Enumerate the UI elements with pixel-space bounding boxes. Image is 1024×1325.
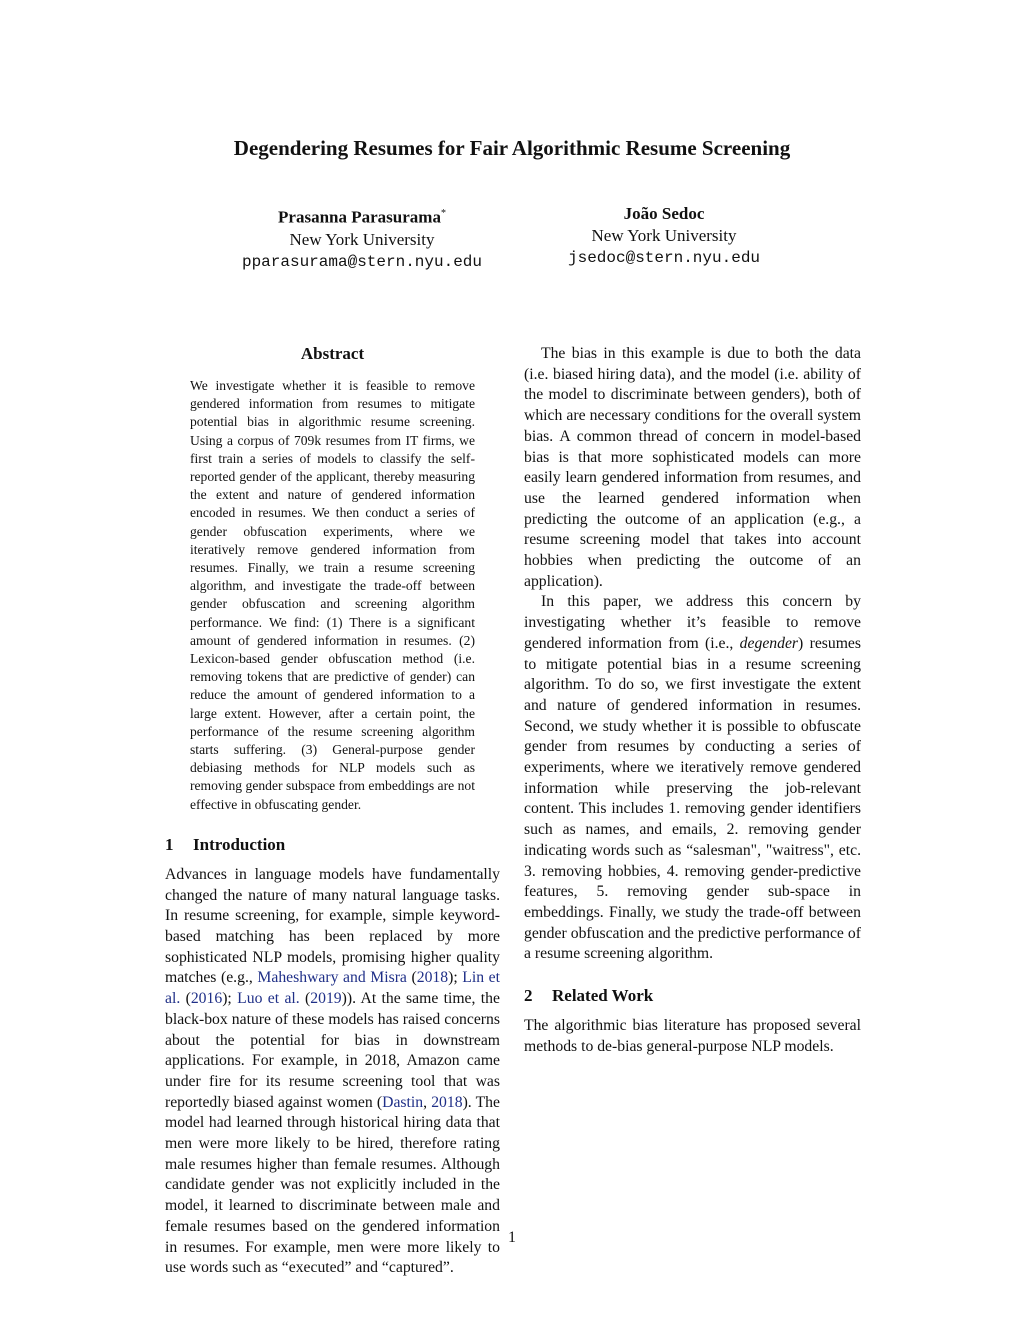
section-heading-introduction [165, 835, 500, 855]
author-name-text: João Sedoc [623, 204, 705, 223]
text-run: )). At the same time, the black-box nature of these models has raised concerns about the potential for bias in downstream applications. For example, in 2018, Amazon came under fire for its resume screening tool that was reportedly biased against women ( [165, 990, 500, 1111]
text-run: Advances in language models have fundamentally changed the nature of many natural language tasks. In resume screening, for example, simple keyword-based matching has been replaced by more sophisticated NLP models, promising higher quality matches (e.g., [165, 865, 500, 987]
section-title: Related Work [552, 986, 654, 1006]
citation-link[interactable]: 2016 [190, 990, 223, 1008]
citation-link[interactable]: Maheshwary and Misra [257, 969, 407, 987]
text-run: ); [448, 969, 463, 987]
citation-link[interactable]: Luo et al. [237, 990, 300, 1008]
page-number: 1 [508, 1229, 516, 1246]
author-block-1 [212, 203, 512, 273]
related-paragraph-1: The algorithmic bias literature has proposed several methods to de-bias general-purpose NLP models. [524, 1017, 861, 1055]
text-run: ( [406, 969, 417, 987]
author-name [514, 203, 814, 225]
text-run: In this paper, we address this concern by investigating whether it’s feasible to remove gendered information from (i.e., [524, 593, 861, 652]
author-email: pparasurama@stern.nyu.edu [241, 252, 483, 271]
left-column [165, 344, 500, 1279]
intro-paragraph-1-start [165, 865, 500, 1279]
citation-link[interactable]: 2019 [310, 990, 342, 1008]
section-title: Introduction [193, 834, 286, 854]
section-heading-related-work [524, 986, 861, 1006]
citation-link[interactable]: Dastin [382, 1093, 424, 1111]
text-run: ( [299, 990, 311, 1008]
text-run: ). The model had learned through historical hiring data that men were more likely to be hired, therefore rating male resumes higher than female resumes. Although candidate gender was not explicitly included in the model, it learned to discriminate between male and female resumes based on the gendered information in resumes. For example, men were more likely to use words such as “executed” and “captured”. [165, 1093, 500, 1277]
intro-paragraph-3 [524, 592, 861, 965]
citation-link[interactable]: 2018 [431, 1093, 463, 1111]
author-email: jsedoc@stern.nyu.edu [567, 249, 761, 267]
intro-paragraph-2: The bias in this example is due to both the data (i.e. biased hiring data), and the model (i.e. ability of the model to discriminate between genders), both of which are necessary conditions for the overall system bias. A common thread of concern in model-based bias is that more sophisticated models can more easily learn gendered information from resumes, and use the learned gendered information when predicting the outcome of an application (e.g., a resume screening model that takes into account hobbies when predicting the outcome of an application). [524, 345, 861, 590]
author-name-text: Prasanna Parasurama [278, 207, 441, 227]
author-name [212, 203, 512, 229]
abstract-heading: Abstract [300, 344, 365, 363]
emphasis: degender [739, 634, 799, 652]
section-number: 1 [165, 834, 174, 854]
abstract-body: We investigate whether it is feasible to remove gendered information from resumes to mitigate potential bias in algorithmic resume screening. Using a corpus of 709k resumes from IT firms, we first train a series of models to classify the self-reported gender of the applicant, thereby measuring the extent and nature of gendered information encoded in resumes. We then conduct a series of gender obfuscation experiments, where we iteratively remove gendered information from resumes. Finally, we train a resume screening algorithm, and investigate the trade-off between gender obfuscation and screening algorithm performance. We find: (1) There is a significant amount of gendered information in resumes. (2) Lexicon-based gender obfuscation method (i.e. removing tokens that are predictive of gender) can reduce the amount of gendered information to a large extent. However, after a certain point, the performance of the resume screening algorithm starts suffering. (3) General-purpose gender debiasing methods for NLP models such as removing gender subspace from embeddings are not effective in obfuscating gender. [190, 378, 475, 812]
author-affiliation: New York University [289, 229, 435, 249]
citation-link[interactable]: Lin et al. [165, 969, 500, 1008]
text-run: ) resumes to mitigate potential bias in a resume screening algorithm. To do so, we first investigate the extent and nature of gendered information in resumes. Second, we study whether it is possible to obfuscate gender from resumes by conducting a series of experiments, where we iteratively remove gendered information while preserving the job-relevant content. This includes 1. removing gender identifiers such as names, and emails, 2. removing gender indicating words such as “salesman", "waitress", etc. 3. removing hobbies, 4. removing gender-predictive features, 5. removing gender sub-space in embeddings. Finally, we study the trade-off between gender obfuscation and the predictive performance of a resume screening algorithm. [524, 634, 862, 963]
paper-title: Degendering Resumes for Fair Algorithmic Resume Screening [233, 136, 791, 160]
right-column [524, 344, 861, 1058]
citation-link[interactable]: 2018 [416, 969, 449, 987]
text-run: ); [222, 990, 238, 1008]
author-block-2 [514, 203, 814, 269]
text-run: ( [180, 990, 191, 1008]
text-run: , [423, 1093, 432, 1111]
author-affiliation: New York University [591, 226, 737, 245]
section-number: 2 [524, 986, 533, 1006]
author-footnote-mark: * [440, 208, 446, 219]
